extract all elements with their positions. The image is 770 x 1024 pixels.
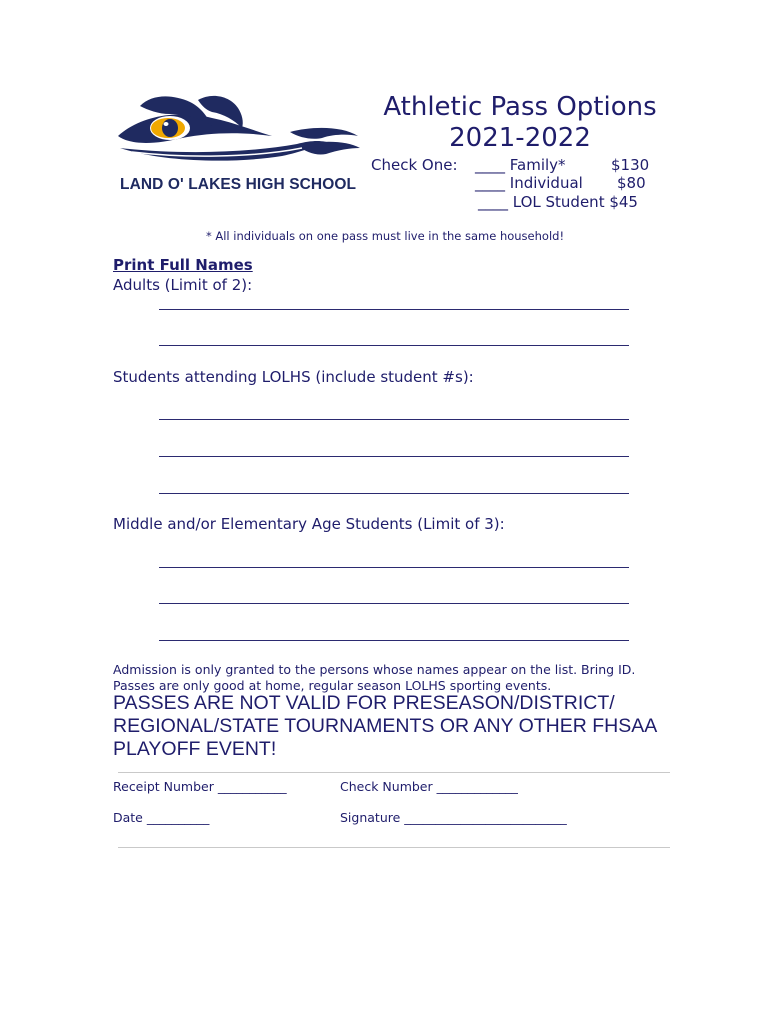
option-lol-student[interactable] (478, 193, 668, 211)
laker-eye-icon (112, 92, 364, 176)
print-names-heading: Print Full Names (113, 256, 253, 274)
admission-line-2: Passes are only good at home, regular season LOLHS sporting events. (113, 678, 552, 693)
school-name: LAND O' LAKES HIGH SCHOOL (120, 176, 357, 193)
option-family-label: ____ Family* (475, 156, 566, 174)
student-name-line-3[interactable] (159, 493, 629, 494)
student-name-line-2[interactable] (159, 456, 629, 457)
student-name-line-1[interactable] (159, 419, 629, 420)
admission-line-1: Admission is only granted to the persons whose names appear on the list. Bring ID. (113, 662, 636, 677)
option-individual-price: $80 (617, 174, 646, 192)
adult-name-line-2[interactable] (159, 345, 629, 346)
students-label: Students attending LOLHS (include student #s): (113, 368, 474, 386)
adults-label: Adults (Limit of 2): (113, 276, 253, 294)
household-note: * All individuals on one pass must live in the same household! (205, 229, 565, 243)
page-title (360, 92, 680, 154)
divider-bottom (118, 847, 670, 848)
option-individual[interactable] (475, 174, 665, 192)
divider-top (118, 772, 670, 773)
option-family-price: $130 (611, 156, 650, 174)
option-family[interactable] (475, 156, 665, 174)
adult-name-line-1[interactable] (159, 309, 629, 310)
school-logo (112, 92, 364, 202)
not-valid-warning: PASSES ARE NOT VALID FOR PRESEASON/DISTRICT/ REGIONAL/STATE TOURNAMENTS OR ANY OTHER FHSAA PLAYOFF EVENT! (113, 692, 657, 760)
signature-field[interactable]: Signature __________________________ (340, 810, 567, 825)
receipt-number-field[interactable]: Receipt Number ___________ (113, 779, 287, 794)
younger-name-line-1[interactable] (159, 567, 629, 568)
title-line-1: Athletic Pass Options (383, 92, 657, 122)
title-line-2: 2021-2022 (449, 123, 591, 153)
younger-students-label: Middle and/or Elementary Age Students (Limit of 3): (113, 515, 505, 533)
option-individual-label: ____ Individual (475, 174, 583, 192)
check-number-field[interactable]: Check Number _____________ (340, 779, 518, 794)
younger-name-line-2[interactable] (159, 603, 629, 604)
younger-name-line-3[interactable] (159, 640, 629, 641)
check-one-label: Check One: (371, 156, 458, 174)
option-lol-student-label: ____ LOL Student $45 (478, 193, 638, 211)
date-field[interactable]: Date __________ (113, 810, 210, 825)
